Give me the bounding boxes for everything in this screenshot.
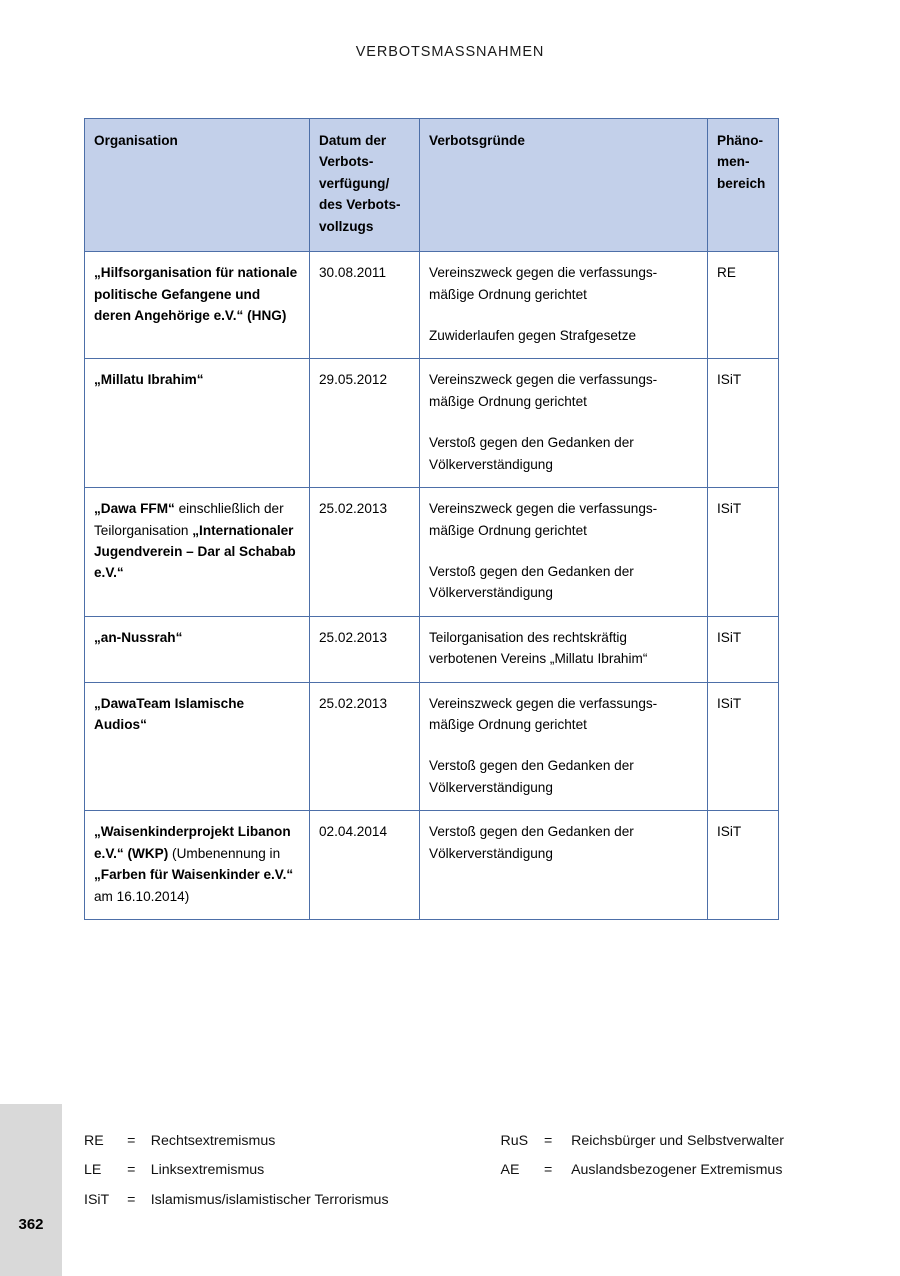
- column-header-line: Phäno-: [717, 133, 764, 148]
- legend-abbr-right: RuS: [500, 1133, 529, 1149]
- cell-organisation: „Dawa FFM“ einschließlich der Teilorganisation „Internationaler Jugendverein – Dar al Schabab e.V.“: [85, 488, 310, 617]
- column-header-line: Verbots-: [319, 154, 374, 170]
- column-header-line: Datum der: [319, 133, 387, 148]
- legend-row: [84, 1128, 784, 1157]
- cell-organisation: „Hilfsorganisation für nationale politische Gefangene und deren Angehörige e.V.“ (HNG): [85, 252, 310, 359]
- reason-paragraph: Verstoß gegen den Gedanken der Völkerverständigung: [429, 824, 634, 861]
- cell-organisation: „Millatu Ibrahim“: [85, 359, 310, 488]
- column-header-line: vollzugs: [319, 218, 374, 234]
- legend-row: [84, 1157, 784, 1186]
- cell-organisation: „an-Nussrah“: [85, 616, 310, 682]
- cell-datum: 29.05.2012: [310, 359, 420, 488]
- reason-paragraph: Verstoß gegen den Gedanken der Völkerverständigung: [429, 758, 634, 795]
- cell-phaenomenbereich: ISiT: [708, 488, 779, 617]
- column-header-line: Organisation: [94, 133, 178, 148]
- cell-datum: 25.02.2013: [310, 682, 420, 811]
- legend-description-left: Rechtsextremismus: [150, 1133, 276, 1149]
- cell-phaenomenbereich: ISiT: [708, 682, 779, 811]
- cell-organisation: „Waisenkinderprojekt Libanon e.V.“ (WKP) (Umbenennung in „Farben für Waisenkinder e.V.“ am 16.10.2014): [85, 811, 310, 920]
- legend-row: [84, 1187, 784, 1216]
- legend-equals-right: =: [544, 1162, 553, 1179]
- legend-description-left: Islamismus/islamistischer Terrorismus: [150, 1191, 389, 1208]
- cell-datum: 25.02.2013: [310, 488, 420, 617]
- legend-abbr-right: AE: [500, 1162, 520, 1179]
- column-header-line: verfügung/: [319, 175, 390, 191]
- reason-paragraph: Teilorganisation des rechtskräftig verbotenen Vereins „Millatu Ibrahim“: [429, 629, 648, 667]
- table-row: [85, 616, 779, 682]
- running-head: VERBOTSMASSNAHMEN: [355, 44, 545, 60]
- column-header-line: men-: [717, 154, 750, 170]
- column-header-datum: [310, 119, 420, 252]
- table-row: [85, 359, 779, 488]
- legend-body: [84, 1128, 784, 1216]
- legend-equals-left: =: [127, 1162, 136, 1179]
- legend-abbr-left: ISiT: [84, 1191, 110, 1208]
- cell-organisation: „DawaTeam Islamische Audios“: [85, 682, 310, 811]
- legend-description-right: [571, 1187, 784, 1216]
- reason-paragraph: Verstoß gegen den Gedanken der Völkerverständigung: [429, 435, 634, 472]
- legend: [84, 1128, 784, 1216]
- cell-verbotsgruende: [420, 359, 708, 488]
- legend-equals-right: =: [544, 1133, 553, 1149]
- table-body: [85, 252, 779, 920]
- legend-abbr-right: [441, 1187, 544, 1216]
- cell-phaenomenbereich: ISiT: [708, 811, 779, 920]
- reason-paragraph: Vereinszweck gegen die verfassungs-mäßige Ordnung gerichtet: [429, 372, 658, 409]
- legend-description-left: Linksextremismus: [150, 1162, 265, 1179]
- legend-description-right: Auslandsbezogener Extremismus: [571, 1162, 783, 1179]
- cell-datum: 02.04.2014: [310, 811, 420, 920]
- column-header-line: Verbotsgründe: [429, 133, 525, 148]
- reason-paragraph: Verstoß gegen den Gedanken der Völkerverständigung: [429, 563, 634, 601]
- cell-verbotsgruende: [420, 811, 708, 920]
- table-row: [85, 811, 779, 920]
- reason-paragraph: Vereinszweck gegen die verfassungs-mäßige Ordnung gerichtet: [429, 265, 658, 302]
- column-header-line: des Verbots-: [319, 197, 401, 213]
- cell-phaenomenbereich: ISiT: [708, 359, 779, 488]
- cell-verbotsgruende: [420, 682, 708, 811]
- legend-table: [84, 1128, 784, 1216]
- legend-equals-left: =: [127, 1191, 136, 1208]
- legend-abbr-left: RE: [84, 1133, 104, 1149]
- reason-paragraph: Vereinszweck gegen die verfassungs-mäßige Ordnung gerichtet: [429, 695, 658, 733]
- column-header-verbotsgruende: [420, 119, 708, 252]
- cell-datum: 30.08.2011: [310, 252, 420, 359]
- table-row: [85, 252, 779, 359]
- table-header-row: [85, 119, 779, 252]
- cell-verbotsgruende: [420, 616, 708, 682]
- page-number: 362: [18, 1216, 44, 1233]
- reason-paragraph: Zuwiderlaufen gegen Strafgesetze: [429, 328, 637, 343]
- page-number-tab: [0, 1104, 62, 1276]
- table-row: [85, 682, 779, 811]
- ban-measures-table-wrapper: [84, 118, 778, 920]
- reason-paragraph: Vereinszweck gegen die verfassungs-mäßige Ordnung gerichtet: [429, 501, 658, 538]
- column-header-organisation: [85, 119, 310, 252]
- legend-abbr-left: LE: [84, 1162, 102, 1179]
- table-header: [85, 119, 779, 252]
- ban-measures-table: [84, 118, 779, 920]
- cell-verbotsgruende: [420, 252, 708, 359]
- cell-phaenomenbereich: RE: [708, 252, 779, 359]
- cell-phaenomenbereich: ISiT: [708, 616, 779, 682]
- cell-verbotsgruende: [420, 488, 708, 617]
- cell-datum: 25.02.2013: [310, 616, 420, 682]
- table-row: [85, 488, 779, 617]
- legend-description-right: Reichsbürger und Selbstverwalter: [571, 1133, 784, 1149]
- column-header-line: bereich: [717, 175, 766, 191]
- legend-equals-left: =: [127, 1133, 136, 1149]
- legend-equals-right: [544, 1187, 571, 1216]
- column-header-phaenomenbereich: [708, 119, 779, 252]
